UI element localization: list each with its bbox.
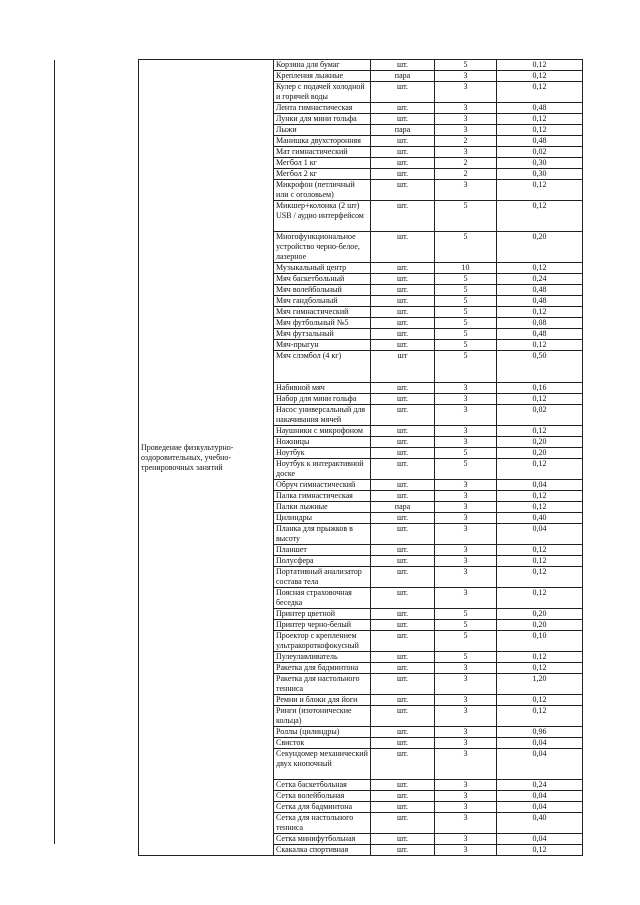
item-name-cell: Лунки для мини гольфа [274,114,371,125]
quantity-cell: 5 [435,620,497,631]
coefficient-cell: 0,04 [497,834,583,845]
unit-cell: шт. [371,727,435,738]
quantity-cell: 5 [435,459,497,480]
unit-cell: шт. [371,524,435,545]
coefficient-cell: 0,12 [497,459,583,480]
unit-cell: шт. [371,491,435,502]
quantity-cell: 3 [435,513,497,524]
coefficient-cell: 0,12 [497,491,583,502]
coefficient-cell: 0,04 [497,480,583,491]
item-name-cell: Портативный анализатор состава тела [274,567,371,588]
unit-cell: шт. [371,459,435,480]
unit-cell: шт. [371,780,435,791]
coefficient-cell: 0,12 [497,588,583,609]
item-name-cell: Цилиндры [274,513,371,524]
quantity-cell: 3 [435,437,497,448]
quantity-cell: 3 [435,780,497,791]
item-name-cell: Свисток [274,738,371,749]
coefficient-cell: 0,12 [497,426,583,437]
unit-cell: шт. [371,201,435,232]
coefficient-cell: 0,04 [497,749,583,780]
item-name-cell: Лента гимнастическая [274,103,371,114]
quantity-cell: 3 [435,502,497,513]
item-name-cell: Мяч футзальный [274,329,371,340]
coefficient-cell: 0,12 [497,556,583,567]
quantity-cell: 3 [435,813,497,834]
unit-cell: шт. [371,437,435,448]
quantity-cell: 5 [435,609,497,620]
item-name-cell: Планшет [274,545,371,556]
unit-cell: шт. [371,652,435,663]
unit-cell: шт. [371,82,435,103]
item-name-cell: Принтер цветной [274,609,371,620]
item-name-cell: Палка гимнастическая [274,491,371,502]
coefficient-cell: 0,24 [497,274,583,285]
unit-cell: шт. [371,448,435,459]
unit-cell: шт. [371,791,435,802]
unit-cell: шт. [371,147,435,158]
quantity-cell: 3 [435,426,497,437]
coefficient-cell: 0,48 [497,103,583,114]
unit-cell: шт. [371,609,435,620]
item-name-cell: Сетка минифутбольная [274,834,371,845]
unit-cell: шт [371,351,435,383]
item-name-cell: Наушники с микрофоном [274,426,371,437]
quantity-cell: 3 [435,405,497,426]
unit-cell: шт. [371,340,435,351]
coefficient-cell: 0,12 [497,180,583,201]
quantity-cell: 3 [435,383,497,394]
quantity-cell: 3 [435,588,497,609]
quantity-cell: 5 [435,340,497,351]
unit-cell: шт. [371,60,435,71]
item-name-cell: Мяч-прыгун [274,340,371,351]
item-name-cell: Обруч гимнастический [274,480,371,491]
coefficient-cell: 0,12 [497,545,583,556]
item-name-cell: Ракетка для настольного тенниса [274,674,371,695]
item-name-cell: Корзина для бумаг [274,60,371,71]
item-name-cell: Набор для мини гольфа [274,394,371,405]
item-name-cell: Мяч баскетбольный [274,274,371,285]
item-name-cell: Мегбол 1 кг [274,158,371,169]
quantity-cell: 5 [435,329,497,340]
item-name-cell: Ножницы [274,437,371,448]
quantity-cell: 3 [435,82,497,103]
coefficient-cell: 0,24 [497,780,583,791]
coefficient-cell: 0,50 [497,351,583,383]
unit-cell: шт. [371,802,435,813]
coefficient-cell: 0,30 [497,169,583,180]
coefficient-cell: 1,20 [497,674,583,695]
unit-cell: шт. [371,738,435,749]
item-name-cell: Принтер черно-белый [274,620,371,631]
unit-cell: шт. [371,545,435,556]
item-name-cell: Мяч гимнастический [274,307,371,318]
quantity-cell: 10 [435,263,497,274]
equipment-table-body [139,60,583,856]
item-name-cell: Проектор с креплением ультракороткофокусный [274,631,371,652]
unit-cell: шт. [371,695,435,706]
quantity-cell: 3 [435,545,497,556]
coefficient-cell: 0,12 [497,125,583,136]
quantity-cell: 3 [435,556,497,567]
coefficient-cell: 0,12 [497,71,583,82]
quantity-cell: 2 [435,136,497,147]
coefficient-cell: 0,12 [497,652,583,663]
item-name-cell: Манишка двухсторонняя [274,136,371,147]
quantity-cell: 3 [435,480,497,491]
item-name-cell: Мяч волейбольный [274,285,371,296]
quantity-cell: 3 [435,845,497,856]
purpose-cell: Проведение физкультурно-оздоровительных, учебно-тренировочных занятий [139,60,274,856]
quantity-cell: 3 [435,663,497,674]
coefficient-cell: 0,04 [497,791,583,802]
quantity-cell: 3 [435,834,497,845]
item-name-cell: Ноутбук к интерактивной доске [274,459,371,480]
coefficient-cell: 0,04 [497,524,583,545]
unit-cell: шт. [371,480,435,491]
unit-cell: шт. [371,513,435,524]
unit-cell: шт. [371,383,435,394]
quantity-cell: 3 [435,524,497,545]
item-name-cell: Пулеулавливатель [274,652,371,663]
coefficient-cell: 0,12 [497,201,583,232]
unit-cell: шт. [371,114,435,125]
coefficient-cell: 0,48 [497,296,583,307]
unit-cell: шт. [371,749,435,780]
coefficient-cell: 0,08 [497,318,583,329]
unit-cell: пара [371,125,435,136]
unit-cell: шт. [371,394,435,405]
quantity-cell: 3 [435,727,497,738]
item-name-cell: Микшер+колонка (2 шт) USB / аудио интерфейсом [274,201,371,232]
quantity-cell: 3 [435,802,497,813]
unit-cell: шт. [371,405,435,426]
item-name-cell: Сетка для настольного тенниса [274,813,371,834]
quantity-cell: 5 [435,232,497,263]
table-row [139,60,583,71]
quantity-cell: 2 [435,169,497,180]
quantity-cell: 3 [435,394,497,405]
item-name-cell: Музыкальный центр [274,263,371,274]
unit-cell: пара [371,502,435,513]
quantity-cell: 3 [435,695,497,706]
unit-cell: шт. [371,845,435,856]
item-name-cell: Мяч слэмбол (4 кг) [274,351,371,383]
unit-cell: шт. [371,588,435,609]
quantity-cell: 5 [435,201,497,232]
coefficient-cell: 0,12 [497,502,583,513]
item-name-cell: Сетка баскетбольная [274,780,371,791]
item-name-cell: Микрофон (петличный или с оголовьем) [274,180,371,201]
item-name-cell: Насос универсальный для накачивания мячей [274,405,371,426]
coefficient-cell: 0,20 [497,232,583,263]
quantity-cell: 5 [435,60,497,71]
coefficient-cell: 0,12 [497,114,583,125]
item-name-cell: Ноутбук [274,448,371,459]
coefficient-cell: 0,02 [497,147,583,158]
item-name-cell: Мяч гандбольный [274,296,371,307]
equipment-table [138,59,583,856]
quantity-cell: 5 [435,448,497,459]
unit-cell: шт. [371,274,435,285]
coefficient-cell: 0,12 [497,706,583,727]
quantity-cell: 5 [435,318,497,329]
unit-cell: шт. [371,813,435,834]
coefficient-cell: 0,48 [497,285,583,296]
unit-cell: шт. [371,263,435,274]
unit-cell: шт. [371,567,435,588]
coefficient-cell: 0,12 [497,845,583,856]
coefficient-cell: 0,10 [497,631,583,652]
quantity-cell: 3 [435,125,497,136]
unit-cell: шт. [371,169,435,180]
coefficient-cell: 0,12 [497,60,583,71]
unit-cell: шт. [371,296,435,307]
coefficient-cell: 0,16 [497,383,583,394]
item-name-cell: Кулер с подачей холодной и горячей воды [274,82,371,103]
quantity-cell: 5 [435,274,497,285]
item-name-cell: Сетка для бадминтона [274,802,371,813]
item-name-cell: Скакалка спортивная [274,845,371,856]
item-name-cell: Мат гимнастический [274,147,371,158]
coefficient-cell: 0,30 [497,158,583,169]
coefficient-cell: 0,12 [497,307,583,318]
item-name-cell: Сетка волейбольная [274,791,371,802]
item-name-cell: Набивной мяч [274,383,371,394]
item-name-cell: Ракетка для бадминтона [274,663,371,674]
quantity-cell: 2 [435,158,497,169]
coefficient-cell: 0,12 [497,695,583,706]
coefficient-cell: 0,12 [497,394,583,405]
unit-cell: шт. [371,103,435,114]
quantity-cell: 5 [435,296,497,307]
coefficient-cell: 0,12 [497,263,583,274]
coefficient-cell: 0,04 [497,802,583,813]
unit-cell: пара [371,71,435,82]
unit-cell: шт. [371,426,435,437]
coefficient-cell: 0,12 [497,663,583,674]
unit-cell: шт. [371,663,435,674]
item-name-cell: Ринги (изотонические кольца) [274,706,371,727]
quantity-cell: 3 [435,114,497,125]
quantity-cell: 3 [435,567,497,588]
unit-cell: шт. [371,620,435,631]
item-name-cell: Мегбол 2 кг [274,169,371,180]
unit-cell: шт. [371,180,435,201]
coefficient-cell: 0,20 [497,448,583,459]
coefficient-cell: 0,96 [497,727,583,738]
item-name-cell: Ремни и блоки для йоги [274,695,371,706]
item-name-cell: Планка для прыжков в высоту [274,524,371,545]
quantity-cell: 3 [435,738,497,749]
quantity-cell: 3 [435,791,497,802]
unit-cell: шт. [371,232,435,263]
unit-cell: шт. [371,307,435,318]
coefficient-cell: 0,20 [497,609,583,620]
unit-cell: шт. [371,158,435,169]
unit-cell: шт. [371,674,435,695]
quantity-cell: 5 [435,631,497,652]
item-name-cell: Крепления лыжные [274,71,371,82]
coefficient-cell: 0,12 [497,340,583,351]
unit-cell: шт. [371,706,435,727]
quantity-cell: 3 [435,71,497,82]
coefficient-cell: 0,40 [497,813,583,834]
unit-cell: шт. [371,631,435,652]
item-name-cell: Многофункциональное устройство черно-белое, лазерное [274,232,371,263]
quantity-cell: 3 [435,147,497,158]
quantity-cell: 5 [435,307,497,318]
item-name-cell: Роллы (цилиндры) [274,727,371,738]
quantity-cell: 5 [435,351,497,383]
unit-cell: шт. [371,136,435,147]
unit-cell: шт. [371,556,435,567]
item-name-cell: Секундомер механический двух кнопочный [274,749,371,780]
quantity-cell: 3 [435,180,497,201]
unit-cell: шт. [371,834,435,845]
unit-cell: шт. [371,285,435,296]
quantity-cell: 3 [435,706,497,727]
coefficient-cell: 0,12 [497,82,583,103]
left-margin-rule [54,60,55,844]
coefficient-cell: 0,12 [497,567,583,588]
item-name-cell: Полусфера [274,556,371,567]
item-name-cell: Поясная страховочная беседка [274,588,371,609]
coefficient-cell: 0,20 [497,620,583,631]
quantity-cell: 5 [435,652,497,663]
coefficient-cell: 0,48 [497,136,583,147]
unit-cell: шт. [371,329,435,340]
quantity-cell: 3 [435,674,497,695]
coefficient-cell: 0,40 [497,513,583,524]
item-name-cell: Палки лыжные [274,502,371,513]
quantity-cell: 3 [435,491,497,502]
coefficient-cell: 0,04 [497,738,583,749]
item-name-cell: Мяч футбольный №5 [274,318,371,329]
coefficient-cell: 0,48 [497,329,583,340]
coefficient-cell: 0,02 [497,405,583,426]
quantity-cell: 3 [435,103,497,114]
coefficient-cell: 0,20 [497,437,583,448]
unit-cell: шт. [371,318,435,329]
quantity-cell: 3 [435,749,497,780]
item-name-cell: Лыжи [274,125,371,136]
quantity-cell: 5 [435,285,497,296]
